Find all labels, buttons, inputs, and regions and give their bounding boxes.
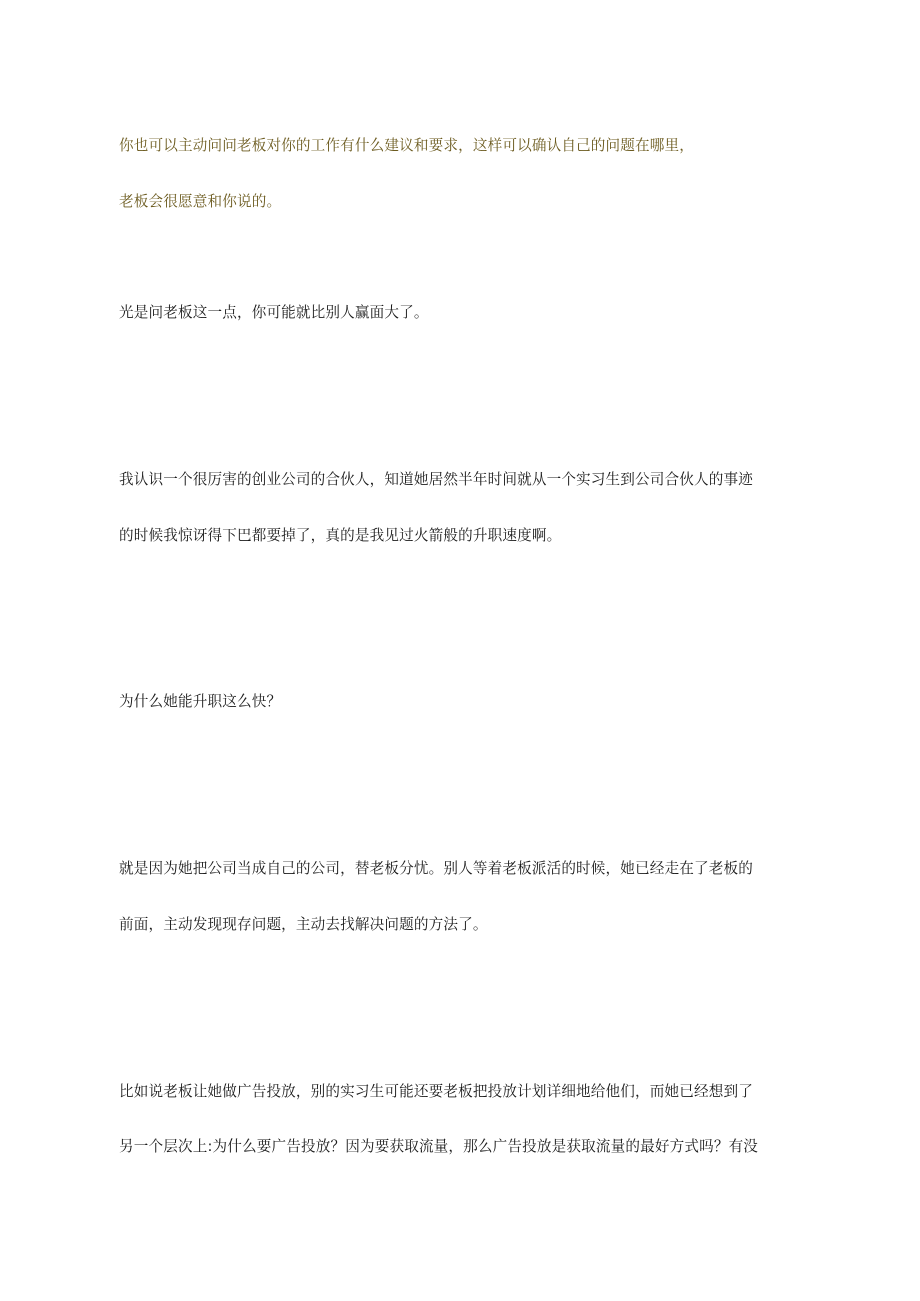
text-line: 就是因为她把公司当成自己的公司，替老板分忧。别人等着老板派活的时候，她已经走在了老板的 — [119, 860, 753, 877]
text-line: 老板会很愿意和你说的。 — [119, 193, 282, 210]
text-line: 比如说老板让她做广告投放，别的实习生可能还要老板把投放计划详细地给他们，而她已经想到了 — [119, 1083, 753, 1100]
text-line: 光是问老板这一点，你可能就比别人赢面大了。 — [119, 304, 429, 321]
text-line: 的时候我惊讶得下巴都要掉了，真的是我见过火箭般的升职速度啊。 — [119, 527, 562, 544]
text-line: 你也可以主动问问老板对你的工作有什么建议和要求，这样可以确认自己的问题在哪里， — [119, 137, 695, 154]
text-line: 另一个层次上:为什么要广告投放？因为要获取流量，那么广告投放是获取流量的最好方式吗？有没 — [119, 1138, 759, 1155]
text-line: 前面，主动发现现存问题，主动去找解决问题的方法了。 — [119, 916, 488, 933]
text-line: 为什么她能升职这么快？ — [119, 693, 282, 710]
text-line: 我认识一个很厉害的创业公司的合伙人，知道她居然半年时间就从一个实习生到公司合伙人的事迹 — [119, 471, 753, 488]
